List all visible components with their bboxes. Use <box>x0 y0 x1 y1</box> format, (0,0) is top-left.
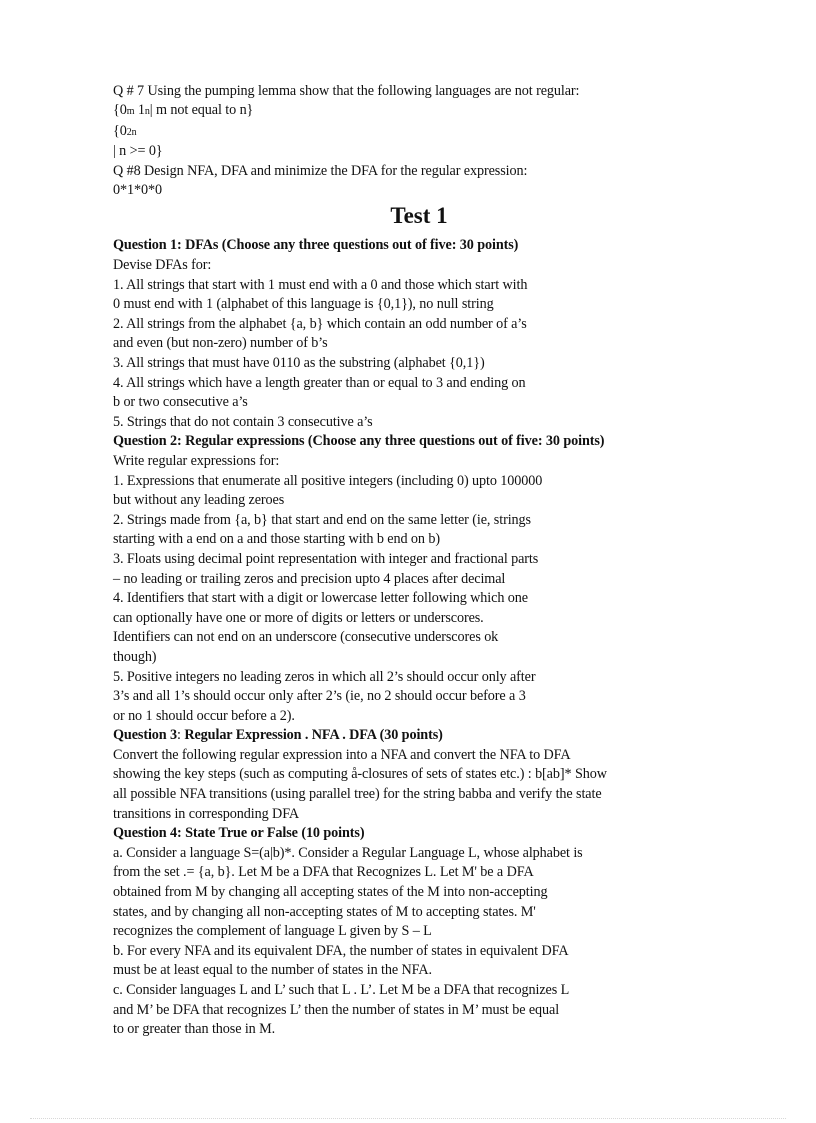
question-2-body <box>113 452 713 726</box>
page-bottom-edge <box>30 1118 786 1119</box>
question-1-section <box>113 236 713 432</box>
q1-line: 4. All strings which have a length greater than or equal to 3 and ending on <box>113 374 526 391</box>
language-2-condition: | n >= 0} <box>113 143 163 160</box>
q4-line: states, and by changing all non-accepting states of M to accepting states. M' <box>113 903 536 920</box>
q4-line: a. Consider a language S=(a|b)*. Consider a Regular Language L, whose alphabet is <box>113 844 583 861</box>
q3-line: all possible NFA transitions (using parallel tree) for the string babba and verify the state <box>113 786 602 803</box>
previous-page-questions <box>113 82 713 200</box>
question-4-heading: Question 4: State True or False (10 points) <box>113 825 365 842</box>
q4-line: from the set .= {a, b}. Let M be a DFA that Recognizes L. Let M' be a DFA <box>113 864 534 881</box>
q2-line: starting with a end on a and those starting with b end on b) <box>113 531 440 548</box>
question-4-section <box>113 824 713 1040</box>
q2-line: 4. Identifiers that start with a digit or lowercase letter following which one <box>113 590 528 607</box>
question-3-heading: Question 3: Regular Expression . NFA . DFA (30 points) <box>113 727 443 744</box>
q4-line: must be at least equal to the number of states in the NFA. <box>113 962 432 979</box>
q4-line: to or greater than those in M. <box>113 1021 276 1038</box>
q2-line: – no leading or trailing zeros and precision upto 4 places after decimal <box>113 570 506 587</box>
q2-line: Identifiers can not end on an underscore (consecutive underscores ok <box>113 629 499 646</box>
q2-line: but without any leading zeroes <box>113 492 285 509</box>
question-3-body <box>113 746 713 824</box>
question-1-body <box>113 256 713 432</box>
q1-line: 2. All strings from the alphabet {a, b} which contain an odd number of a’s <box>113 315 527 332</box>
q1-line: Devise DFAs for: <box>113 257 212 274</box>
question-8-line: Q #8 Design NFA, DFA and minimize the DFA for the regular expression: <box>113 162 528 179</box>
question-2-section <box>113 432 713 726</box>
q2-line: 1. Expressions that enumerate all positive integers (including 0) upto 100000 <box>113 472 543 489</box>
q2-line: though) <box>113 648 157 665</box>
q4-line: c. Consider languages L and L’ such that L . L’. Let M be a DFA that recognizes L <box>113 982 570 998</box>
q4-line: recognizes the complement of language L given by S – L <box>113 923 432 940</box>
document-page <box>113 82 713 1040</box>
language-1: {0m 1n| m not equal to n} <box>113 102 254 119</box>
question-1-heading: Question 1: DFAs (Choose any three questions out of five: 30 points) <box>113 237 519 254</box>
q2-line: 3’s and all 1’s should occur only after 2’s (ie, no 2 should occur before a 3 <box>113 688 526 705</box>
q1-line: 1. All strings that start with 1 must end with a 0 and those which start with <box>113 276 528 293</box>
q4-line: b. For every NFA and its equivalent DFA, the number of states in equivalent DFA <box>113 942 569 959</box>
language-2: {02n <box>113 122 137 139</box>
q1-line: 0 must end with 1 (alphabet of this language is {0,1}), no null string <box>113 296 494 313</box>
q3-line: Convert the following regular expression into a NFA and convert the NFA to DFA <box>113 746 571 763</box>
q1-line: b or two consecutive a’s <box>113 394 248 411</box>
q3-line: showing the key steps (such as computing å-closures of sets of states etc.) : b[ab]* Show <box>113 766 607 783</box>
question-7-line: Q # 7 Using the pumping lemma show that the following languages are not regular: <box>113 83 580 99</box>
q2-line: 2. Strings made from {a, b} that start and end on the same letter (ie, strings <box>113 511 531 528</box>
question-4-body <box>113 844 713 1040</box>
q2-line: 3. Floats using decimal point representation with integer and fractional parts <box>113 550 539 567</box>
question-8-regex: 0*1*0*0 <box>113 182 162 199</box>
q4-line: and M’ be DFA that recognizes L’ then the number of states in M’ must be equal <box>113 1001 560 1018</box>
question-2-heading: Question 2: Regular expressions (Choose any three questions out of five: 30 points) <box>113 433 605 450</box>
q1-line: 5. Strings that do not contain 3 consecutive a’s <box>113 413 373 430</box>
q1-line: 3. All strings that must have 0110 as the substring (alphabet {0,1}) <box>113 355 485 371</box>
q2-line: 5. Positive integers no leading zeros in which all 2’s should occur only after <box>113 668 536 685</box>
test-title: Test 1 <box>390 203 448 229</box>
q2-line: can optionally have one or more of digits or letters or underscores. <box>113 609 484 626</box>
q2-line: or no 1 should occur before a 2). <box>113 707 295 724</box>
q2-line: Write regular expressions for: <box>113 452 280 469</box>
q3-line: transitions in corresponding DFA <box>113 805 300 822</box>
question-3-section <box>113 726 713 824</box>
q4-line: obtained from M by changing all accepting states of the M into non-accepting <box>113 884 548 901</box>
q1-line: and even (but non-zero) number of b’s <box>113 335 328 352</box>
